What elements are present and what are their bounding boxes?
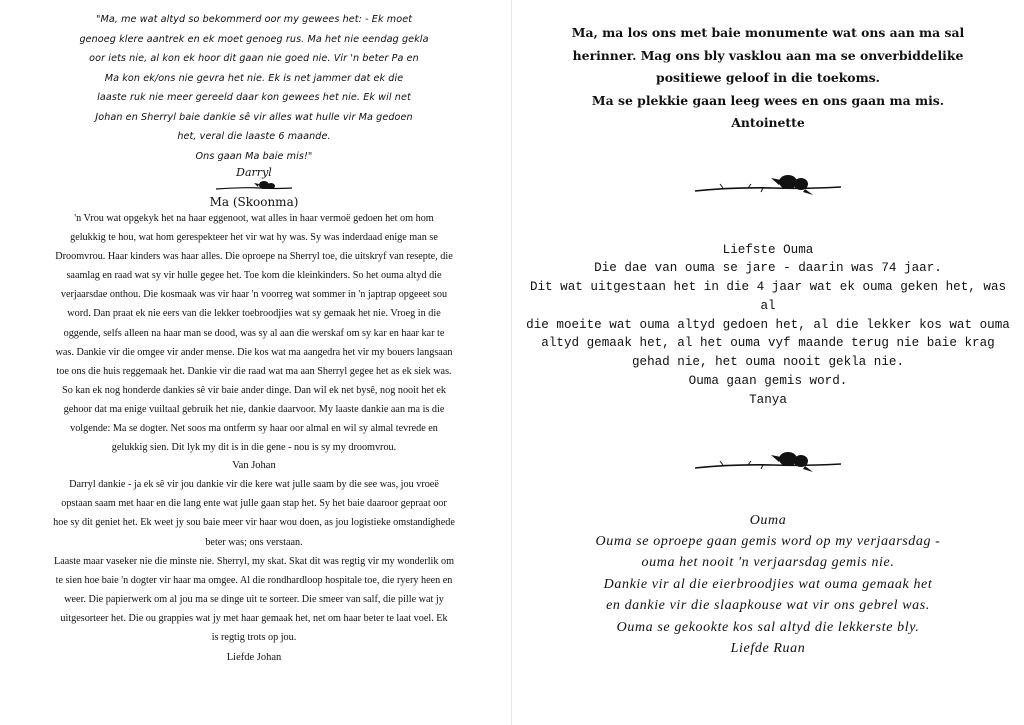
text-line: Droomvrou. Haar kinders was haar alles. Die oproepe na Sherryl toe, die uitskryf van resepte, die bbox=[55, 251, 453, 263]
antoinette-tribute bbox=[522, 22, 1014, 135]
text-line: was. Dankie vir die omgee vir ander mense. Die kos wat ma aangedra het vir my bouers langsaan bbox=[55, 346, 453, 358]
ma-title: Ma (Skoonma) bbox=[209, 195, 299, 209]
text-line: word. Dan praat ek nie eers van die lekker toebroodjies wat sy gemaak het nie. Vroeg in die bbox=[67, 308, 441, 320]
text-line: Darryl dankie - ja ek sê vir jou dankie vir die kere wat julle saam by die see was, jou vroeë bbox=[69, 479, 439, 491]
van-johan-heading: Van Johan bbox=[232, 460, 276, 472]
antoinette-signature: Antoinette bbox=[731, 115, 805, 130]
tanya-signature: Tanya bbox=[749, 392, 787, 407]
text-line: oggende, selfs alleen na haar man se dood, was sy al aan die werskaf om sy kar en haar kar te bbox=[63, 327, 445, 339]
darryl-line: oor iets nie, al kon ek hoor dit gaan nie goed nie. Vir 'n beter Pa en bbox=[89, 53, 419, 64]
text-line: beter was; ons verstaan. bbox=[205, 536, 303, 548]
text-line: toe ons die huis reggemaak het. Dankie vir die raad wat ma aan Sherryl gegee het as ek siek was. bbox=[56, 365, 452, 377]
text-line: herinner. Mag ons bly vasklou aan ma se onverbiddelike bbox=[572, 47, 964, 63]
tanya-tribute bbox=[522, 241, 1014, 410]
text-line: en dankie vir die slaapkouse wat vir ons gebrel was. bbox=[606, 598, 930, 614]
text-line: is regtig trots op jou. bbox=[211, 631, 297, 643]
text-line: saamlag en raad wat sy vir hulle gegee het. Toe kom die kleinkinders. So het ouma altyd die bbox=[66, 270, 442, 282]
text-line: gelukkig sien. Dit lyk my dit is in die gene - nou is sy my droomvrou. bbox=[111, 442, 397, 454]
text-line: Dankie vir al die eierbroodjies wat ouma gemaak het bbox=[603, 576, 933, 592]
text-line: uitgesorteer het. Die ou grappies wat jy met haar gemaak het, net om haar beter te laat voel. Ek bbox=[60, 612, 448, 624]
text-line: ouma het nooit 'n verjaarsdag gemis nie. bbox=[641, 555, 895, 571]
text-line: gehoor dat ma enige vuiltaal gebruik het nie, dankie daarvoor. My laaste dankie aan ma is die bbox=[63, 403, 445, 415]
text-line: gelukkig te hou, wat hom gerespekteer het vir wat hy was. Sy was inderdaad enige man se bbox=[70, 232, 438, 244]
tanya-heading: Liefste Ouma bbox=[722, 242, 814, 257]
darryl-line: Ma kon ek/ons nie gevra het nie. Ek is net jammer dat ek die bbox=[104, 72, 404, 84]
text-line: Laaste maar vaseker nie die minste nie. Sherryl, my skat. Skat dit was regtig vir my wonderlik om bbox=[53, 555, 455, 567]
ruan-tribute bbox=[522, 510, 1014, 660]
ruan-heading: Ouma bbox=[749, 512, 787, 528]
text-line: volgende: Ma se dogter. Net soos ma ontferm sy haar oor almal en wil sy almal tevrede en bbox=[70, 423, 438, 435]
ruan-signature: Liefde Ruan bbox=[730, 641, 806, 657]
text-line: So kan ek nog honderde dankies sê vir baie ander dinge. Dan wil ek net bysê, nog nooit het ek bbox=[62, 384, 446, 396]
rose-icon bbox=[693, 448, 843, 476]
text-line: te sien hoe baie 'n dogter vir haar ma omgee. Al die rondhardloop hospitale toe, die ryery heen en bbox=[55, 574, 453, 586]
text-line: 'n Vrou wat opgekyk het na haar eggenoot, wat alles in haar vermoë gedoen het om hom bbox=[74, 213, 434, 224]
johan-tribute bbox=[10, 209, 498, 457]
darryl-line: het, veral die laaste 6 maande. bbox=[177, 131, 331, 142]
darryl-signature: Darryl bbox=[236, 166, 272, 179]
text-line: Ma, ma los ons met baie monumente wat ons aan ma sal bbox=[571, 25, 965, 40]
darryl-line: "Ma, me wat altyd so bekommerd oor my gewees het: - Ek moet bbox=[95, 14, 413, 25]
darryl-line: genoeg klere aantrek en ek moet genoeg rus. Ma het nie eendag gekla bbox=[79, 33, 429, 45]
text-line: Ouma gaan gemis word. bbox=[688, 374, 848, 389]
text-line: gehad nie, het ouma nooit gekla nie. bbox=[631, 355, 905, 370]
text-line: altyd gemaak het, al het ouma vyf maande terug nie baie krag bbox=[541, 336, 995, 351]
darryl-line: Johan en Sherryl baie dankie sê vir alles wat hulle vir Ma gedoen bbox=[95, 111, 413, 123]
darryl-line: Ons gaan Ma baie mis!" bbox=[195, 150, 313, 162]
darryl-quote bbox=[10, 10, 498, 166]
text-line: die moeite wat ouma altyd gedoen het, al die lekker kos wat ouma bbox=[526, 317, 1010, 332]
right-page bbox=[512, 0, 1024, 725]
text-line: Die dae van ouma se jare - daarin was 74 jaar. bbox=[594, 261, 942, 276]
text-line: Ouma se oproepe gaan gemis word op my verjaarsdag - bbox=[595, 534, 941, 550]
text-line: positiewe geloof in die toekoms. bbox=[656, 70, 880, 85]
text-line: Ma se plekkie gaan leeg wees en ons gaan ma mis. bbox=[591, 92, 945, 108]
rose-icon bbox=[214, 179, 294, 193]
darryl-line: laaste ruk nie meer gereeld daar kon gewees het nie. Ek wil net bbox=[97, 92, 411, 103]
text-line: verjaarsdae onthou. Die kosmaak was vir haar 'n voorreg wat sommer in 'n japtrap opgeeet sou bbox=[60, 289, 448, 301]
liefde-johan-signature: Liefde Johan bbox=[226, 652, 282, 664]
text-line: Ouma se gekookte kos sal altyd die lekkerste bly. bbox=[616, 619, 920, 635]
rose-icon bbox=[693, 171, 843, 199]
johan-tribute-continued bbox=[10, 475, 498, 647]
text-line: Dit wat uitgestaan het in die 4 jaar wat ek ouma geken het, was al bbox=[529, 280, 1007, 313]
text-line: weer. Die papierwerk om al jou ma se dinge uit te sorteer. Die smeer van salf, die pille wat jy bbox=[64, 593, 444, 605]
text-line: hoe sy dit geniet het. Ek weet jy sou baie meer vir haar wou doen, as jou logistieke omstandighede bbox=[53, 517, 455, 529]
text-line: opstaan saam met haar en die lang ente wat julle gaan stap het. Sy het baie daaroor gepraat oor bbox=[61, 498, 447, 510]
